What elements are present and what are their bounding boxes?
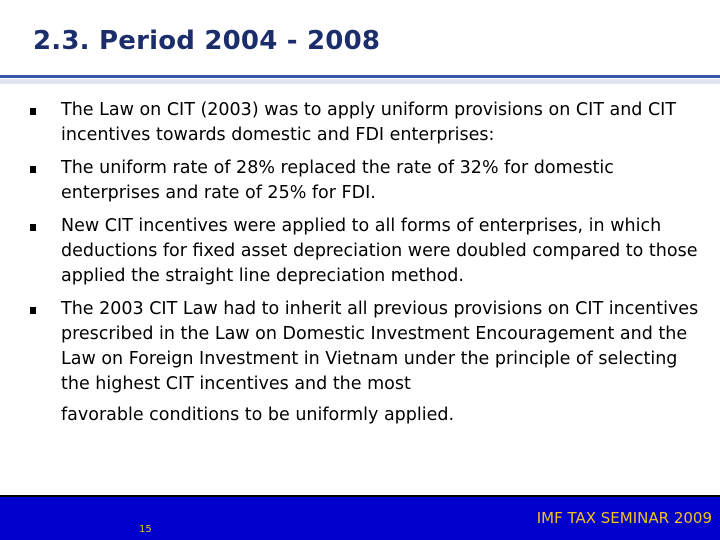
bullet-list xyxy=(30,98,700,436)
slide-title: 2.3. Period 2004 - 2008 xyxy=(33,26,381,56)
title-divider-shadow xyxy=(0,79,720,84)
bullet-text: The uniform rate of 28% replaced the rate of 32% for domestic enterprises and rate of 25% for FDI. xyxy=(61,158,614,203)
bullet-item xyxy=(30,156,700,206)
footer-seminar-label: IMF TAX SEMINAR 2009 xyxy=(536,509,712,527)
square-bullet-icon xyxy=(30,166,36,173)
bullet-text: The Law on CIT (2003) was to apply uniform provisions on CIT and CIT incentives towards domestic and FDI enterprises: xyxy=(61,100,677,145)
bullet-text: New CIT incentives were applied to all forms of enterprises, in which deductions for fixed asset depreciation were doubled compared to those applied the straight line depreciation method. xyxy=(61,216,698,286)
bullet-text: The 2003 CIT Law had to inherit all previous provisions on CIT incentives prescribed in the Law on Domestic Investment Encouragement and the Law on Foreign Investment in Vietnam under the principle of selecting the highest CIT incentives and the most xyxy=(61,299,699,394)
bullet-item xyxy=(30,98,700,148)
page-number: 15 xyxy=(139,524,152,535)
bullet-item xyxy=(30,297,700,428)
bullet-item xyxy=(30,214,700,289)
square-bullet-icon xyxy=(30,307,36,314)
title-divider xyxy=(0,75,720,78)
square-bullet-icon xyxy=(30,108,36,115)
square-bullet-icon xyxy=(30,224,36,231)
bullet-text-continuation: favorable conditions to be uniformly applied. xyxy=(61,405,455,425)
